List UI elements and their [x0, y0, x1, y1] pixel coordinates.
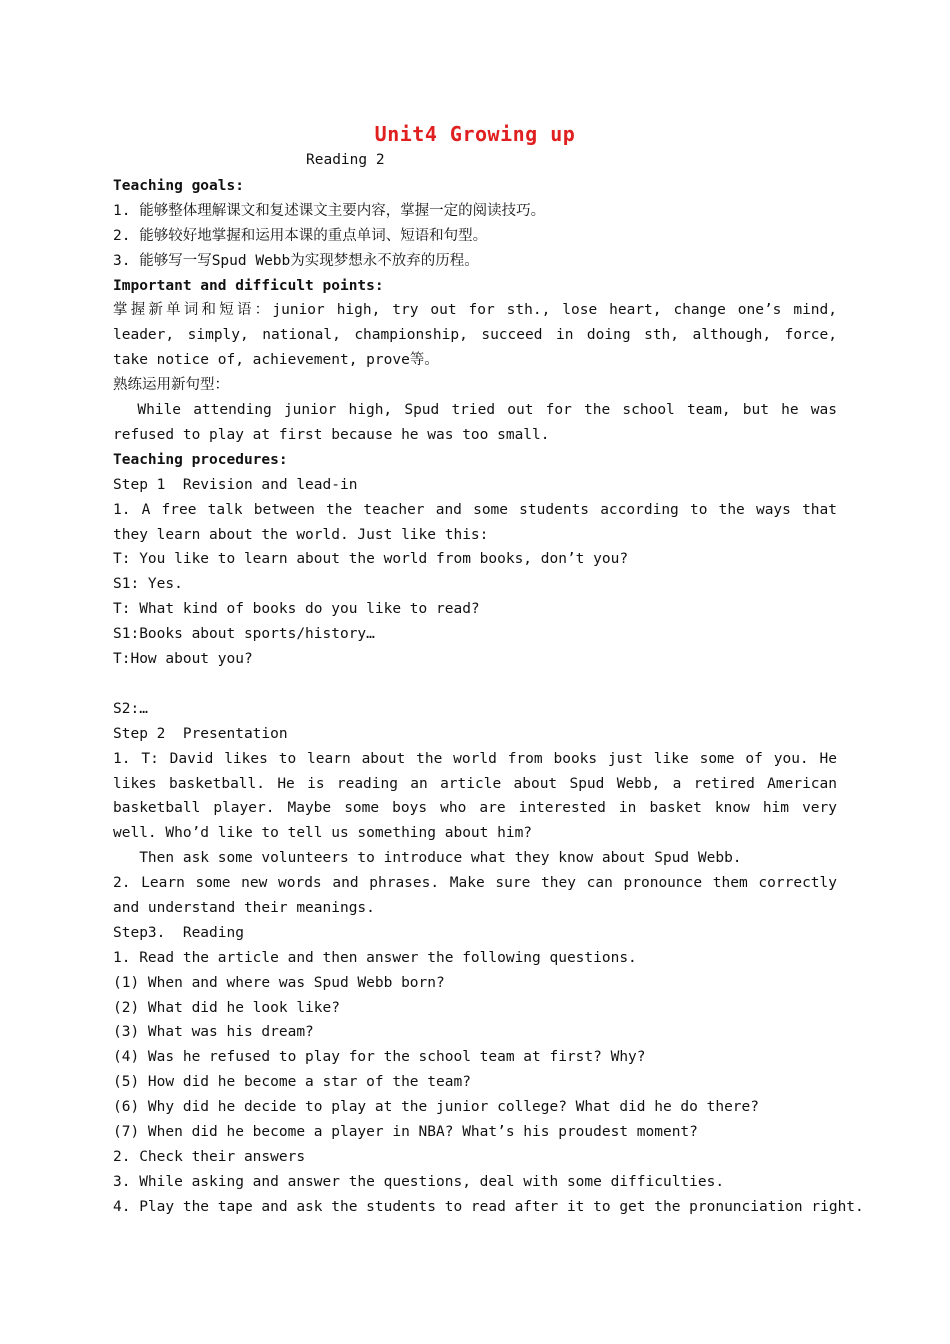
question-item: (7) When did he become a player in NBA? What’s his proudest moment?: [113, 1124, 698, 1141]
dialogue-line: S1: Yes.: [113, 576, 183, 593]
step1-heading: Step 1 Revision and lead-in: [113, 476, 358, 493]
step2-heading: Step 2 Presentation: [113, 725, 288, 742]
step3-item3: 3. While asking and answer the questions, deal with some difficulties.: [113, 1173, 725, 1190]
step2-item1b: Then ask some volunteers to introduce what they know about Spud Webb.: [113, 850, 742, 867]
procedures-heading: Teaching procedures:: [113, 451, 288, 468]
question-item: (2) What did he look like?: [113, 999, 340, 1016]
step3-item1: 1. Read the article and then answer the following questions.: [113, 949, 637, 966]
step3-item4: 4. Play the tape and ask the students to read after it to get the pronunciation right.: [113, 1198, 864, 1215]
step2-item2: 2. Learn some new words and phrases. Make sure they can pronounce them correctly and understand their meanings.: [113, 875, 837, 917]
step3-heading: Step3. Reading: [113, 924, 244, 941]
question-item: (6) Why did he decide to play at the junior college? What did he do there?: [113, 1099, 760, 1116]
question-item: (1) When and where was Spud Webb born?: [113, 974, 445, 991]
pattern-heading: 熟练运用新句型：: [113, 377, 229, 394]
dialogue-line: S2:…: [113, 700, 148, 717]
dialogue-line: T:How about you?: [113, 651, 253, 668]
points-heading: Important and difficult points:: [113, 277, 384, 294]
question-item: (5) How did he become a star of the team?: [113, 1074, 471, 1091]
blank-line: [113, 672, 837, 697]
document-body: [113, 174, 864, 1220]
step2-item1: 1. T: David likes to learn about the world from books just like some of you. He likes basketball. He is reading an article about Spud Webb, a retired American basketball player. Maybe some boys who are interested in basket know him very well. Who’d like to tell us something about him?: [113, 750, 837, 842]
dialogue-line: T: What kind of books do you like to read?: [113, 601, 480, 618]
teaching-goals-heading: Teaching goals:: [113, 178, 244, 194]
goal-item: 3. 能够写一写Spud Webb为实现梦想永不放弃的历程。: [113, 252, 479, 269]
step1-item1: 1. A free talk between the teacher and some students according to the ways that they learn about the world. Just like this:: [113, 501, 837, 543]
vocab-paragraph: 掌握新单词和短语：junior high, try out for sth., lose heart, change one’s mind, leader, simply, national, championship, succeed in doing sth, although, force, take notice of, achievement, prove等。: [113, 302, 837, 369]
dialogue-line: S1:Books about sports/history…: [113, 626, 375, 643]
question-item: (3) What was his dream?: [113, 1024, 314, 1041]
step3-item2: 2. Check their answers: [113, 1148, 306, 1165]
page-title: Unit4 Growing up: [374, 122, 576, 146]
page-subtitle: Reading 2: [306, 152, 385, 168]
dialogue-line: T: You like to learn about the world from books, don’t you?: [113, 551, 629, 568]
pattern-paragraph: While attending junior high, Spud tried out for the school team, but he was refused to play at first because he was too small.: [113, 402, 846, 443]
goal-item: 1. 能够整体理解课文和复述课文主要内容，掌握一定的阅读技巧。: [113, 202, 546, 219]
question-item: (4) Was he refused to play for the school team at first? Why?: [113, 1049, 646, 1066]
goal-item: 2. 能够较好地掌握和运用本课的重点单词、短语和句型。: [113, 227, 488, 244]
